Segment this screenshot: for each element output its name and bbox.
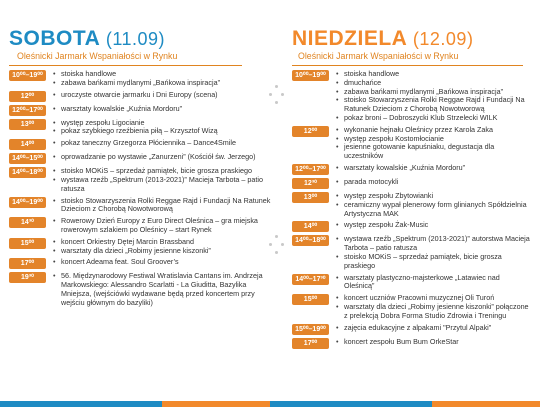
time-badge: 14⁰⁰ (9, 139, 46, 150)
event-item: • dmuchańce (336, 79, 532, 88)
event-item: • stoisko Stowarzyszenia Rolki Reggae Rajd i Fundacji Na Ratunek Dzieciom z Chorobą Nowotworową (336, 96, 532, 114)
event-row (9, 258, 271, 269)
time-badge: 14⁰⁰–15⁰⁰ (9, 153, 46, 164)
event-item: • Rowerowy Dzień Europy z Euro Direct Oleśnica – gra miejska rowerowym szlakiem po Oleśnicy – start Rynek (53, 217, 271, 235)
event-item: • warsztaty dla dzieci „Robimy jesienne kiszonki” połączone z prelekcją Dobra Forma Studio Zdrowia i Treningu (336, 303, 532, 321)
event-item: • zabawa bańkami mydlanymi „Bańkowa inspiracja” (53, 79, 271, 88)
time-badge: 15⁰⁰–19⁰⁰ (292, 324, 329, 335)
decorative-dot (269, 243, 272, 246)
time-badge: 10⁰⁰–19⁰⁰ (9, 70, 46, 81)
event-row (9, 91, 271, 102)
event-item: • 56. Międzynarodowy Festiwal Wratislavia Cantans im. Andrzeja Markowskiego: Alessandro Scarlatti - La Giuditta, Bazylika Mniejsza, (wejściówki wydawane będą przed koncertem przy wejściu głównym do bazyliki) (53, 272, 271, 307)
event-row (9, 272, 271, 307)
event-row (9, 217, 271, 235)
day-title (9, 28, 271, 50)
sunday-column (292, 0, 532, 352)
time-badge: 14⁰⁰–17³⁰ (292, 274, 329, 285)
event-items (53, 197, 271, 215)
event-item: • warsztaty dla dzieci „Robimy jesienne kiszonki” (53, 247, 271, 256)
event-item: • pokaz taneczny Grzegorza Płóciennika – Dance4Smile (53, 139, 271, 148)
decorative-dot (275, 85, 278, 88)
saturday-column (9, 0, 271, 311)
event-items (336, 192, 532, 218)
event-item: • występ zespołu Zbytowianki (336, 192, 532, 201)
event-row (292, 324, 532, 335)
event-row (9, 167, 271, 193)
day-title (292, 28, 532, 50)
event-item: • koncert uczniów Pracowni muzycznej Oli Turoń (336, 294, 532, 303)
event-list (9, 70, 271, 308)
event-item: • stoisko Stowarzyszenia Rolki Reggae Rajd i Fundacji Na Ratunek Dzieciom z Chorobą Nowotworową (53, 197, 271, 215)
event-row (292, 126, 532, 161)
event-list (292, 70, 532, 349)
event-items (53, 105, 271, 114)
event-row (292, 164, 532, 175)
day-subtitle: Oleśnicki Jarmark Wspaniałości w Rynku (9, 51, 242, 66)
time-badge: 17⁰⁰ (9, 258, 46, 269)
event-item: • stoisko MOKiS – sprzedaż pamiątek, bicie grosza praskiego (336, 253, 532, 271)
decorative-dot (275, 235, 278, 238)
event-items (336, 324, 532, 333)
event-row (292, 70, 532, 123)
decorative-dot (281, 243, 284, 246)
event-row (9, 70, 271, 88)
day-name: NIEDZIELA (292, 27, 407, 50)
event-row (9, 139, 271, 150)
time-badge: 13⁰⁰ (292, 192, 329, 203)
event-row (292, 178, 532, 189)
event-row (9, 119, 271, 137)
day-name: SOBOTA (9, 27, 100, 50)
event-item: • warsztaty plastyczno-majsterkowe „Latawiec nad Oleśnicą” (336, 274, 532, 292)
event-item: • stoisko MOKiS – sprzedaż pamiątek, bicie grosza praskiego (53, 167, 271, 176)
dot-divider (265, 85, 287, 395)
time-badge: 14⁰⁰–19⁰⁰ (9, 197, 46, 208)
event-row (9, 197, 271, 215)
day-date: (11.09) (105, 29, 166, 49)
event-items (53, 91, 271, 100)
event-items (336, 338, 532, 347)
event-items (53, 70, 271, 88)
event-item: • występ zespołu Żak-Music (336, 221, 532, 230)
event-item: • pokaz szybkiego rzeźbienia piłą – Krzysztof Wizą (53, 127, 271, 136)
event-item: • zajęcia edukacyjne z alpakami "Przytul Alpaki" (336, 324, 532, 333)
event-items (53, 217, 271, 235)
event-items (336, 164, 532, 173)
event-row (292, 274, 532, 292)
event-item: • stoiska handlowe (53, 70, 271, 79)
event-row (292, 235, 532, 270)
event-items (53, 258, 271, 267)
bottom-color-bar (0, 401, 540, 407)
event-items (336, 178, 532, 187)
event-item: • koncert Orkiestry Dętej Marcin Brassband (53, 238, 271, 247)
event-item: • występ zespołu Ligocianie (53, 119, 271, 128)
event-item: • uroczyste otwarcie jarmarku i Dni Europy (scena) (53, 91, 271, 100)
event-items (53, 119, 271, 137)
event-items (336, 274, 532, 292)
event-items (336, 221, 532, 230)
event-items (336, 294, 532, 320)
event-item: • pokaz broni – Dobroszycki Klub Strzelecki WILK (336, 114, 532, 123)
event-item: • warsztaty kowalskie „Kuźnia Mordoru” (53, 105, 271, 114)
time-badge: 10⁰⁰–19⁰⁰ (292, 70, 329, 81)
time-badge: 12⁰⁰–17⁰⁰ (292, 164, 329, 175)
event-item: • wystawa rzeźb „Spektrum (2013-2021)” Macieja Tarbota – patio ratusza (53, 176, 271, 194)
event-item: • wystawa rzeźb „Spektrum (2013-2021)” autorstwa Macieja Tarbota – patio ratusza (336, 235, 532, 253)
event-items (53, 139, 271, 148)
event-item: • warsztaty kowalskie „Kuźnia Mordoru” (336, 164, 532, 173)
time-badge: 12³⁰ (292, 178, 329, 189)
event-row (9, 105, 271, 116)
decorative-dot (275, 101, 278, 104)
event-row (292, 221, 532, 232)
event-items (336, 126, 532, 161)
time-badge: 15⁰⁰ (9, 238, 46, 249)
event-items (53, 153, 271, 162)
event-item: • jesienne gotowanie kapuśniaku, degustacja dla uczestników (336, 143, 532, 161)
event-row (292, 338, 532, 349)
event-item: • parada motocykli (336, 178, 532, 187)
event-item: • wykonanie hejnału Oleśnicy przez Karola Zaka (336, 126, 532, 135)
day-subtitle: Oleśnicki Jarmark Wspaniałości w Rynku (292, 51, 523, 66)
event-row (9, 238, 271, 256)
event-items (53, 238, 271, 256)
time-badge: 12⁰⁰ (9, 91, 46, 102)
time-badge: 14⁰⁰ (292, 221, 329, 232)
event-row (9, 153, 271, 164)
time-badge: 17⁰⁰ (292, 338, 329, 349)
event-item: • stoiska handlowe (336, 70, 532, 79)
event-item: • występ zespołu Kostomłocianie (336, 135, 532, 144)
time-badge: 14⁰⁰–18⁰⁰ (292, 235, 329, 246)
event-row (292, 294, 532, 320)
time-badge: 15⁰⁰ (292, 294, 329, 305)
event-item: • zabawa bańkami mydlanymi „Bańkowa inspiracja” (336, 88, 532, 97)
event-items (53, 167, 271, 193)
decorative-dot (281, 93, 284, 96)
event-row (292, 192, 532, 218)
day-date: (12.09) (412, 29, 474, 49)
event-item: • ceramiczny wypał plenerowy form glinianych Spółdzielnia Artystyczna MAK (336, 201, 532, 219)
time-badge: 14⁰⁰–18⁰⁰ (9, 167, 46, 178)
event-item: • oprowadzanie po wystawie „Zanurzeni” (Kościół św. Jerzego) (53, 153, 271, 162)
event-item: • koncert Adeama feat. Soul Groover’s (53, 258, 271, 267)
time-badge: 19³⁰ (9, 272, 46, 283)
decorative-dot (269, 93, 272, 96)
time-badge: 13⁰⁰ (9, 119, 46, 130)
event-item: • koncert zespołu Bum Bum OrkeStar (336, 338, 532, 347)
event-items (336, 235, 532, 270)
time-badge: 12⁰⁰–17⁰⁰ (9, 105, 46, 116)
event-items (53, 272, 271, 307)
time-badge: 14³⁰ (9, 217, 46, 228)
decorative-dot (275, 251, 278, 254)
event-items (336, 70, 532, 123)
time-badge: 12⁰⁰ (292, 126, 329, 137)
